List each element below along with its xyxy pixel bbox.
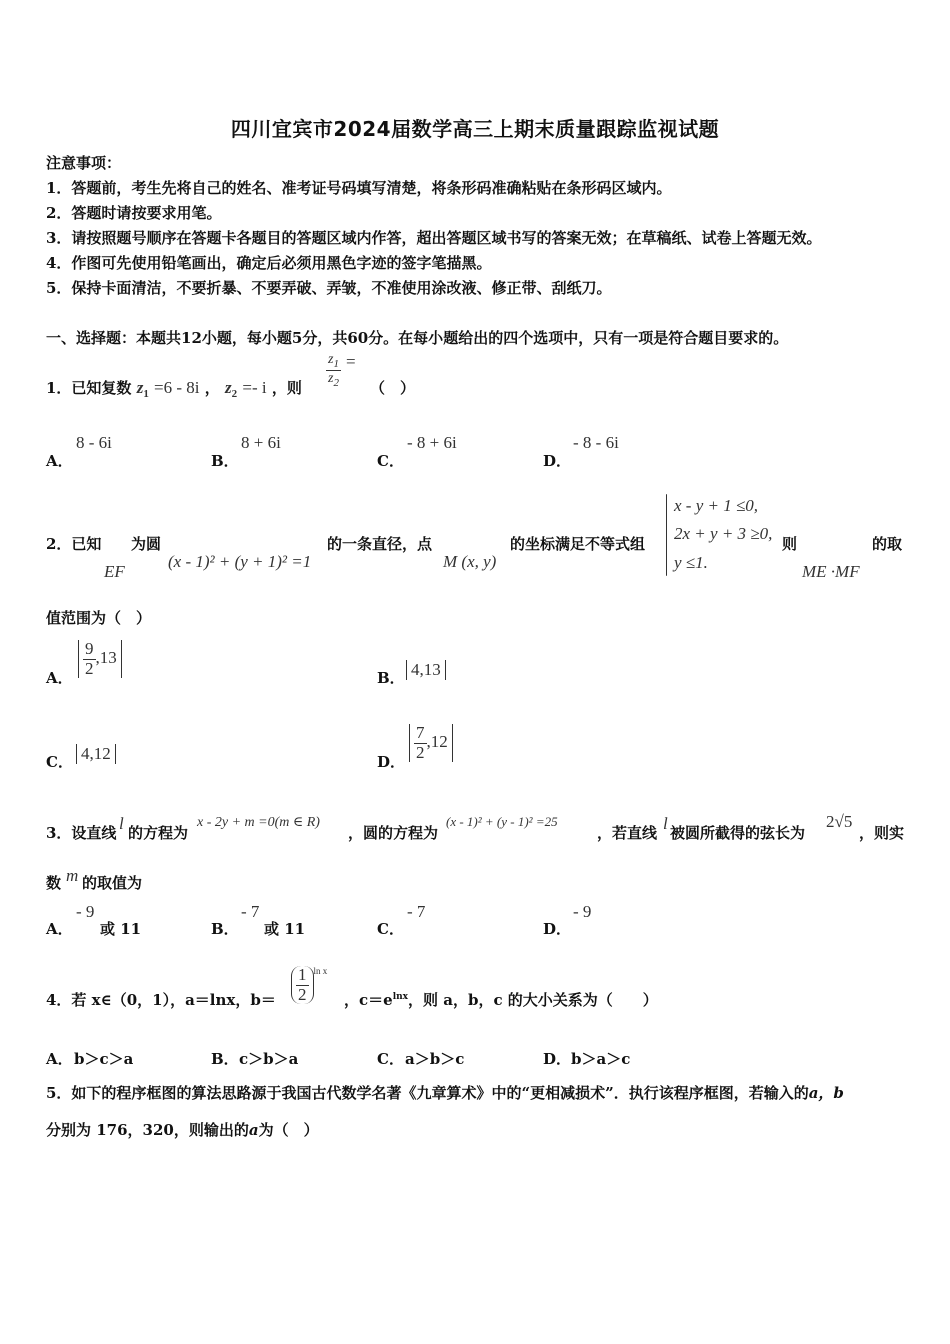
q3-option-a-extra: 或 11 (100, 920, 142, 938)
q2-option-d: $\frac{7}{2}$ ,12 (409, 724, 453, 762)
q3-l: l (663, 814, 668, 833)
q3-option-d: - 9 (573, 902, 592, 921)
q3-option-b-label: B． (211, 920, 239, 938)
q2-system-line: y ≤1. (674, 553, 708, 572)
q2-point: M (x, y) (443, 552, 497, 571)
q2-dot-product: ME ·MF (802, 562, 860, 581)
q3-l: l (119, 814, 124, 833)
page-title: 四川宜宾市2024届数学高三上期末质量跟踪监视试题 (230, 117, 720, 141)
q2-system-brace (666, 494, 667, 576)
q1-option-d: - 8 - 6i (573, 433, 619, 452)
q4-option-b-label: B． (211, 1050, 239, 1068)
q2-option-a: $\frac{9}{2}$ ,13 (78, 640, 122, 678)
q1-stem: 1．已知复数 $z_1 =6 - 8i$ ， $z_2 =- i$ ，则 (46, 378, 302, 400)
q1-option-a-label: A． (46, 452, 73, 470)
q3-line2: 的取值为 (82, 874, 143, 892)
q4-option-d: b＞a＞c (571, 1050, 631, 1068)
q4-option-d-label: D． (543, 1050, 572, 1068)
q2-line2: 值范围为（ ） (46, 609, 152, 627)
q3-text: 被圆所截得的弦长为 (670, 824, 806, 842)
q5-line1: 5．如下的程序框图的算法思路源于我国古代数学名著《九章算术》中的“更相减损术”．执行该程序框图，若输入的a，b (46, 1084, 844, 1102)
q1-paren: （ ） (370, 379, 416, 397)
q2-option-c: 4,12 (76, 744, 116, 764)
q3-option-b: - 7 (241, 902, 260, 921)
q4-option-b: c＞b＞a (239, 1050, 299, 1068)
q2-text: 为圆 (131, 535, 162, 553)
q3-option-a: - 9 (76, 902, 95, 921)
q2-system-line: x - y + 1 ≤0, (674, 496, 759, 515)
q3-circle-eq: (x - 1)² + (y - 1)² =25 (446, 814, 558, 829)
q2-option-c-label: C． (46, 753, 73, 771)
q1-option-b-label: B． (211, 452, 239, 470)
notice-item: 1．答题前，考生先将自己的姓名、准考证号码填写清楚，将条形码准确粘贴在条形码区域内。 (46, 179, 672, 197)
q3-option-a-label: A． (46, 920, 73, 938)
q3-text: ，若直线 (597, 824, 658, 842)
q4-option-c: a＞b＞c (405, 1050, 465, 1068)
q3-option-c-label: C． (377, 920, 404, 938)
q3-option-b-extra: 或 11 (264, 920, 306, 938)
q2-circle: (x - 1)² + (y + 1)² =1 (168, 552, 312, 571)
q1-option-a: 8 - 6i (76, 433, 112, 452)
notice-item: 3．请按照题号顺序在答题卡各题目的答题区域内作答，超出答题区域书写的答案无效；在草稿纸、试卷上答题无效。 (46, 229, 822, 247)
section-heading: 一、选择题：本题共12小题，每小题5分，共60分。在每小题给出的四个选项中，只有一项是符合题目要求的。 (46, 329, 789, 347)
q4-b-value: $\frac{1}{2}$ $^{ln x}$ (291, 966, 327, 1004)
q1-option-b: 8 + 6i (241, 433, 281, 452)
notice-item: 5．保持卡面清洁，不要折暴、不要弄破、弄皱，不准使用涂改液、修正带、刮纸刀。 (46, 279, 612, 297)
q2-text: 的坐标满足不等式组 (510, 535, 646, 553)
notice-heading: 注意事项： (46, 154, 122, 172)
q3-line-eq: x - 2y + m =0(m ∈ R) (197, 815, 320, 830)
q2-option-b-label: B． (377, 669, 405, 687)
q2-text: 的取 (872, 535, 903, 553)
q4-stem: 4．若 x∈（0，1），a＝lnx，b＝ (46, 991, 276, 1009)
q3-option-d-label: D． (543, 920, 572, 938)
q4-option-c-label: C． (377, 1050, 404, 1068)
q2-ef: EF (104, 562, 125, 581)
q4-option-a: b＞c＞a (74, 1050, 134, 1068)
q2-option-a-label: A． (46, 669, 73, 687)
q2-text: 则 (782, 535, 798, 553)
q3-text: ，圆的方程为 (348, 824, 439, 842)
notice-item: 4．作图可先使用铅笔画出，确定后必须用黑色字迹的签字笔描黑。 (46, 254, 492, 272)
q2-text: 2．已知 (46, 535, 102, 553)
q4-option-a-label: A． (46, 1050, 73, 1068)
q2-option-d-label: D． (377, 753, 406, 771)
q2-system-line: 2x + y + 3 ≥0, (674, 524, 773, 543)
q3-line2: 数 (46, 874, 62, 892)
q1-option-c: - 8 + 6i (407, 433, 457, 452)
q1-option-d-label: D． (543, 452, 572, 470)
q3-m: m (66, 866, 79, 885)
q2-text: 的一条直径，点 (327, 535, 433, 553)
q3-text: 3．设直线 (46, 824, 117, 842)
q4-stem: ，$c=e^{lnx}$，则 a，b，c 的大小关系为（ ） (344, 991, 658, 1009)
q3-text: ，则实 (859, 824, 905, 842)
q3-option-c: - 7 (407, 902, 426, 921)
q1-fraction: $\frac{z_1}{z_2}$ = (328, 352, 356, 389)
q2-option-b: 4,13 (406, 660, 446, 680)
q1-option-c-label: C． (377, 452, 404, 470)
q3-text: 的方程为 (128, 824, 189, 842)
q3-chord: 2√5 (826, 812, 853, 831)
notice-item: 2．答题时请按要求用笔。 (46, 204, 222, 222)
q5-line2: 分别为 176，320，则输出的a为（ ） (46, 1121, 319, 1139)
